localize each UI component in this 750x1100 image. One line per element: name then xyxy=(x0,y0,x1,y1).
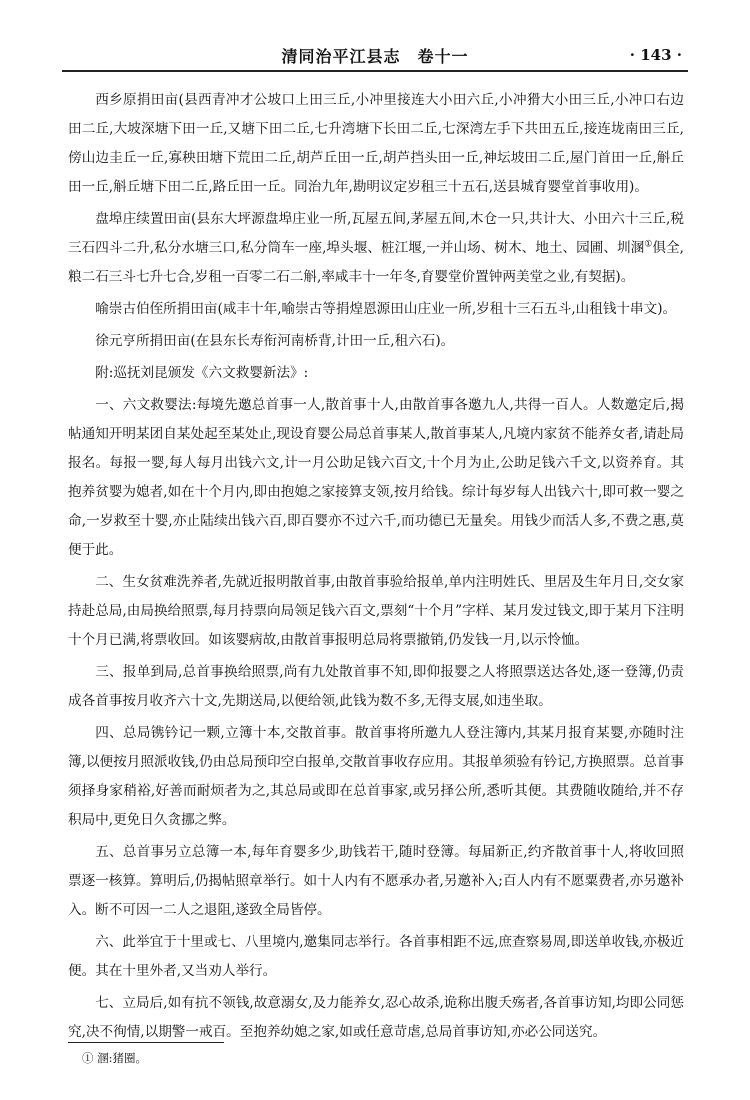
book-title: 清同治平江县志 卷十一 xyxy=(281,47,469,66)
footnote-reference: ① xyxy=(644,239,653,250)
page-number: · 143 · xyxy=(629,46,682,64)
rule-7: 七、立局后,如有抗不领钱,故意溺女,及力能养女,忍心故杀,诡称出腹夭殇者,各首事访知,均即公同惩究,决不徇情,以期警一戒百。至抱养幼媳之家,如或任意苛虐,总局首事访知,亦必公同送究。 xyxy=(68,995,684,1040)
paragraph-yu-chonggu: 喻崇古伯侄所捐田亩(咸丰十年,喻崇古等捐煌恩源田山庄业一所,岁租十三石五斗,山租钱十串文)。 xyxy=(95,301,677,317)
paragraph-panbu-tail: 俱全,粮二石三斗七升七合,岁租一百零二石二斛,率咸丰十一年冬,育婴堂价置钟两美堂之业,有契据)。 xyxy=(68,240,684,285)
rule-6: 六、此举宜于十里或七、八里境内,邀集同志举行。各首事相距不远,庶查察易周,即送单收钱,亦极近便。其在十里外者,又当劝人举行。 xyxy=(68,934,684,979)
paragraph-panbu-estate xyxy=(68,205,684,292)
paragraph-appendix-heading: 附:巡抚刘昆颁发《六文救婴新法》: xyxy=(95,365,309,381)
footnote-rule xyxy=(68,1042,224,1043)
rule-5: 五、总首事另立总簿一本,每年育婴多少,助钱若干,随时登簿。每届新正,约齐散首事十人,将收回照票逐一核算。算明后,仍揭帖照章举行。如十人内有不愿承办者,另邀补入;百人内有不愿粟费者,亦另邀补入。断不可因一二人之退阻,遂致全局皆停。 xyxy=(68,844,684,918)
body-text xyxy=(68,86,684,1050)
running-header xyxy=(62,44,688,70)
rule-3: 三、报单到局,总首事换给照票,尚有九处散首事不知,即仰报婴之人将照票送达各处,逐一登簿,仍责成各首事按月收齐六十文,先期送局,以便给领,此钱为数不多,无得支展,如违坐取。 xyxy=(68,664,684,709)
rule-1: 一、六文救婴法:每境先邀总首事一人,散首事十人,由散首事各邀九人,共得一百人。人数邀定后,揭帖通知开明某团自某处起至某处止,现设育婴公局总首事某人,散首事某人,凡境内家贫不能养女者,请赴局报名。每报一婴,每人每月出钱六文,计一月公助足钱六百文,十个月为止,公助足钱六千文,以资养育。其抱养贫婴为媳者,如在十个月内,即由抱媳之家接算支领,按月给钱。综计每岁每人出钱六十,即可救一婴之命,一岁救至十婴,亦止陆续出钱六百,即百婴亦不过六千,而功德已无量矣。用钱少而活人多,不费之惠,莫便于此。 xyxy=(68,397,684,558)
paragraph-xu-yuanheng: 徐元亨所捐田亩(在县东长寿衔河南桥背,计田一丘,租六石)。 xyxy=(95,333,455,349)
rule-4: 四、总局镌钤记一颗,立簿十本,交散首事。散首事将所邀九人登注簿内,其某月报育某婴,亦随时注簿,以便按月照派收钱,仍由总局预印空白报单,交散首事收存应用。其报单须验有钤记,方换照票。总首事须择身家稍裕,好善而耐烦者为之,其总局或即在总首事家,或另择公所,悉听其便。其费随收随给,并不存积局中,更免日久贪挪之弊。 xyxy=(68,725,684,828)
header-rule xyxy=(62,70,688,72)
paragraph-panbu-text: 盘埠庄续置田亩(县东大坪源盘埠庄业一所,瓦屋五间,茅屋五间,木仓一只,共计大、小田六十三丘,税三石四斗二升,私分水塘三口,私分筒车一座,埠头堰、桩江堰,一并山场、树木、地土、园圃、圳溷 xyxy=(68,211,684,256)
rule-2: 二、生女贫难洗养者,先就近报明散首事,由散首事验给报单,单内注明姓氏、里居及生年月日,交女家持赴总局,由局换给照票,每月持票向局领足钱六百文,票刻“十个月”字样、某月发过钱文,即于某月下注明十个月已满,将票收回。如该婴病故,由散首事报明总局将票撤销,仍发钱一月,以示怜恤。 xyxy=(68,574,684,648)
footnote: ① 溷:猪圈。 xyxy=(82,1051,148,1065)
paragraph-xixiang-fields: 西乡原捐田亩(县西青冲才公坡口上田三丘,小冲里接连大小田六丘,小冲猾大小田三丘,小冲口右边田二丘,大坡深塘下田一丘,又塘下田二丘,七升湾塘下长田二丘,七深湾左手下共田五丘,接连垅南田三丘,傍山边圭丘一丘,寡秧田塘下荒田二丘,胡芦丘田一丘,胡芦挡头田一丘,神坛坡田二丘,屋门首田一丘,斛丘田一丘,斛丘塘下田二丘,路丘田一丘。同治九年,勘明议定岁租三十五石,送县城育婴堂首事收用)。 xyxy=(68,92,684,195)
